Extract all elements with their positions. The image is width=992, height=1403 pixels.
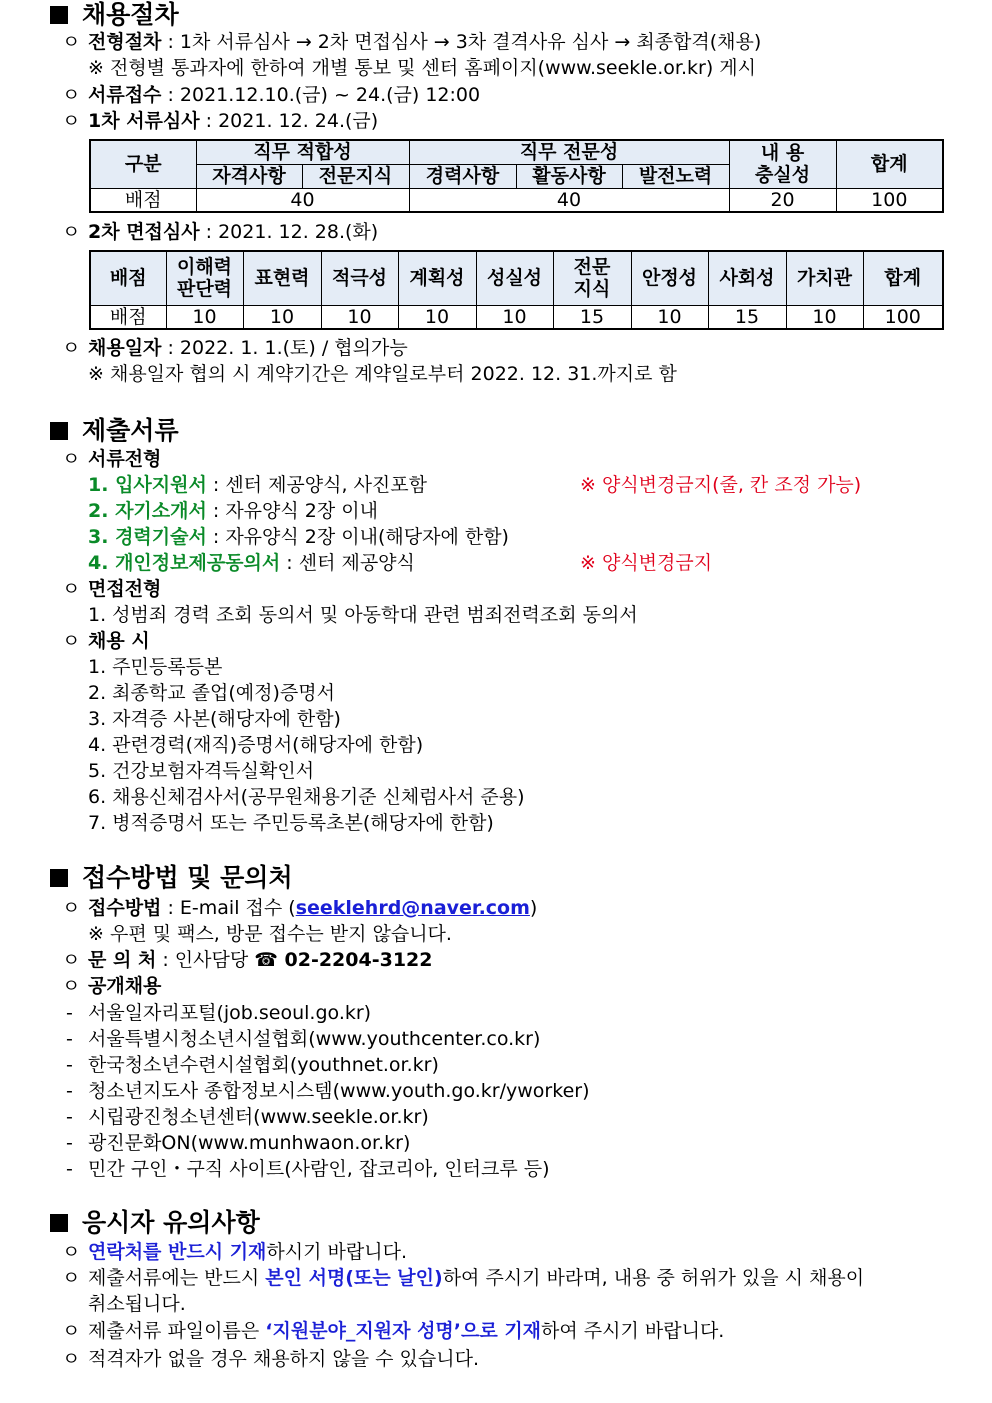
- table-cell: 10: [398, 305, 476, 329]
- note-2: ㅇ 제출서류에는 반드시 본인 서명(또는 날인)하여 주시기 바라며, 내용 중 허위가 있을 시 채용이: [62, 1267, 865, 1289]
- table-header: 전문 지식: [553, 251, 631, 305]
- doc-item-2: 2. 자기소개서 : 자유양식 2장 이내: [88, 500, 378, 522]
- square-bullet-icon: [50, 1214, 68, 1232]
- table-cell: 10: [631, 305, 708, 329]
- list-item: 2. 최종학교 졸업(예정)증명서: [88, 682, 335, 704]
- note-1: ㅇ 연락처를 반드시 기재하시기 바랍니다.: [62, 1241, 407, 1263]
- doc-item-4-warning: ※ 양식변경금지: [580, 552, 713, 574]
- table-header-job-expertise: 직무 전문성: [409, 140, 729, 164]
- note-2-continued: 취소됩니다.: [88, 1293, 186, 1315]
- table-cell: 15: [553, 305, 631, 329]
- doc-item-1: 1. 입사지원서 : 센터 제공양식, 사진포함: [88, 474, 427, 496]
- table-header-job-fit: 직무 적합성: [196, 140, 409, 164]
- table-header: 사회성: [708, 251, 786, 305]
- list-item: - 청소년지도사 종합정보시스템(www.youth.go.kr/yworker): [66, 1080, 590, 1102]
- list-item: 6. 채용신체검사서(공무원채용기준 신체럼사서 준용): [88, 786, 525, 808]
- list-item: - 광진문화ON(www.munhwaon.or.kr): [66, 1132, 411, 1154]
- table-header: 안정성: [631, 251, 708, 305]
- table-cell: 100: [863, 305, 943, 329]
- hire-date-line: ㅇ 채용일자 : 2022. 1. 1.(토) / 협의가능: [62, 337, 408, 359]
- section-title-notes: 응시자 유의사항: [50, 1208, 260, 1238]
- list-item: 3. 자격증 사본(해당자에 한함): [88, 708, 341, 730]
- table-cell: 100: [836, 188, 943, 212]
- application-period-line: ㅇ 서류접수 : 2021.12.10.(금) ~ 24.(금) 12:00: [62, 84, 481, 106]
- doc-item-1-warning: ※ 양식변경금지(줄, 칸 조정 가능): [580, 474, 862, 496]
- section-title-documents: 제출서류: [50, 416, 179, 446]
- table-header-total: 합계: [836, 140, 943, 188]
- table-header: 성실성: [476, 251, 553, 305]
- square-bullet-icon: [50, 6, 68, 24]
- doc-item-3: 3. 경력기술서 : 자유양식 2장 이내(해당자에 한함): [88, 526, 509, 548]
- section-title-contact: 접수방법 및 문의처: [50, 863, 293, 893]
- table-cell: 20: [729, 188, 836, 212]
- inquiry-line: ㅇ 문 의 처 : 인사담당 ☎ 02-2204-3122: [62, 949, 433, 971]
- public-posting-heading: ㅇ 공개채용: [62, 975, 162, 997]
- list-item: 1. 주민등록등본: [88, 656, 223, 678]
- table-subheader: 전문지식: [302, 164, 409, 188]
- interview-docs-heading: ㅇ 면접전형: [62, 578, 162, 600]
- doc-item-4: 4. 개인정보제공동의서 : 센터 제공양식: [88, 552, 415, 574]
- table-cell: 10: [786, 305, 863, 329]
- list-item: - 서울특별시청소년시설협회(www.youthcenter.co.kr): [66, 1028, 541, 1050]
- doc-screening-heading: ㅇ 서류전형: [62, 448, 162, 470]
- table-cell: 10: [243, 305, 321, 329]
- list-item: 7. 병적증명서 또는 주민등록초본(해당자에 한함): [88, 812, 494, 834]
- table-header-gubun: 배점: [90, 251, 166, 305]
- table-cell: 10: [166, 305, 243, 329]
- table-header: 가치관: [786, 251, 863, 305]
- table-header-total: 합계: [863, 251, 943, 305]
- process-note: ※ 전형별 통과자에 한하여 개별 통보 및 센터 홈페이지(www.seekle.or.kr) 게시: [88, 57, 756, 79]
- table-subheader: 경력사항: [409, 164, 516, 188]
- list-item: 4. 관련경력(재직)증명서(해당자에 한함): [88, 734, 424, 756]
- interview-table: [89, 250, 944, 330]
- hire-docs-heading: ㅇ 채용 시: [62, 630, 150, 652]
- table-subheader: 발전노력: [622, 164, 729, 188]
- table-cell: 40: [409, 188, 729, 212]
- interview-line: ㅇ 2차 면접심사 : 2021. 12. 28.(화): [62, 221, 379, 243]
- table-subheader: 자격사항: [196, 164, 302, 188]
- table-header: 표현력: [243, 251, 321, 305]
- submission-note: ※ 우편 및 팩스, 방문 접수는 받지 않습니다.: [88, 923, 452, 945]
- hire-date-note: ※ 채용일자 협의 시 계약기간은 계약일로부터 2022. 12. 31.까지로 함: [88, 363, 677, 385]
- table-header: 계획성: [398, 251, 476, 305]
- interview-doc-item: 1. 성범죄 경력 조회 동의서 및 아동학대 관련 범죄전력조회 동의서: [88, 604, 638, 626]
- table-header: 이해력 판단력: [166, 251, 243, 305]
- list-item: - 한국청소년수련시설협회(youthnet.or.kr): [66, 1054, 439, 1076]
- table-header-content: 내 용 충실성: [729, 140, 836, 188]
- table-header: 적극성: [321, 251, 398, 305]
- document-screening-table: [89, 139, 944, 213]
- table-header-gubun: 구분: [90, 140, 196, 188]
- list-item: - 민간 구인・구직 사이트(사람인, 잡코리아, 인터크루 등): [66, 1158, 550, 1180]
- note-4: ㅇ 적격자가 없을 경우 채용하지 않을 수 있습니다.: [62, 1348, 480, 1370]
- note-3: ㅇ 제출서류 파일이름은 ‘지원분야_지원자 성명’으로 기재하여 주시기 바랍니다.: [62, 1320, 725, 1342]
- list-item: - 서울일자리포털(job.seoul.go.kr): [66, 1002, 372, 1024]
- square-bullet-icon: [50, 422, 68, 440]
- table-row-label: 배점: [90, 188, 196, 212]
- table-cell: 40: [196, 188, 409, 212]
- list-item: 5. 건강보험자격득실확인서: [88, 760, 315, 782]
- table-cell: 10: [476, 305, 553, 329]
- square-bullet-icon: [50, 869, 68, 887]
- section-title-hiring-process: 채용절차: [50, 0, 179, 30]
- table-cell: 15: [708, 305, 786, 329]
- table-subheader: 활동사항: [516, 164, 622, 188]
- table-cell: 10: [321, 305, 398, 329]
- phone-number: ☎ 02-2204-3122: [254, 949, 433, 971]
- email-link[interactable]: seeklehrd@naver.com: [295, 897, 530, 919]
- list-item: - 시립광진청소년센터(www.seekle.or.kr): [66, 1106, 429, 1128]
- process-line: ㅇ 전형절차 : 1차 서류심사 → 2차 면접심사 → 3차 결격사유 심사 → 최종합격(채용): [62, 31, 762, 53]
- submission-method-line: ㅇ 접수방법 : E-mail 접수 (seeklehrd@naver.com): [62, 897, 538, 919]
- document-screening-line: ㅇ 1차 서류심사 : 2021. 12. 24.(금): [62, 110, 379, 132]
- table-row-label: 배점: [90, 305, 166, 329]
